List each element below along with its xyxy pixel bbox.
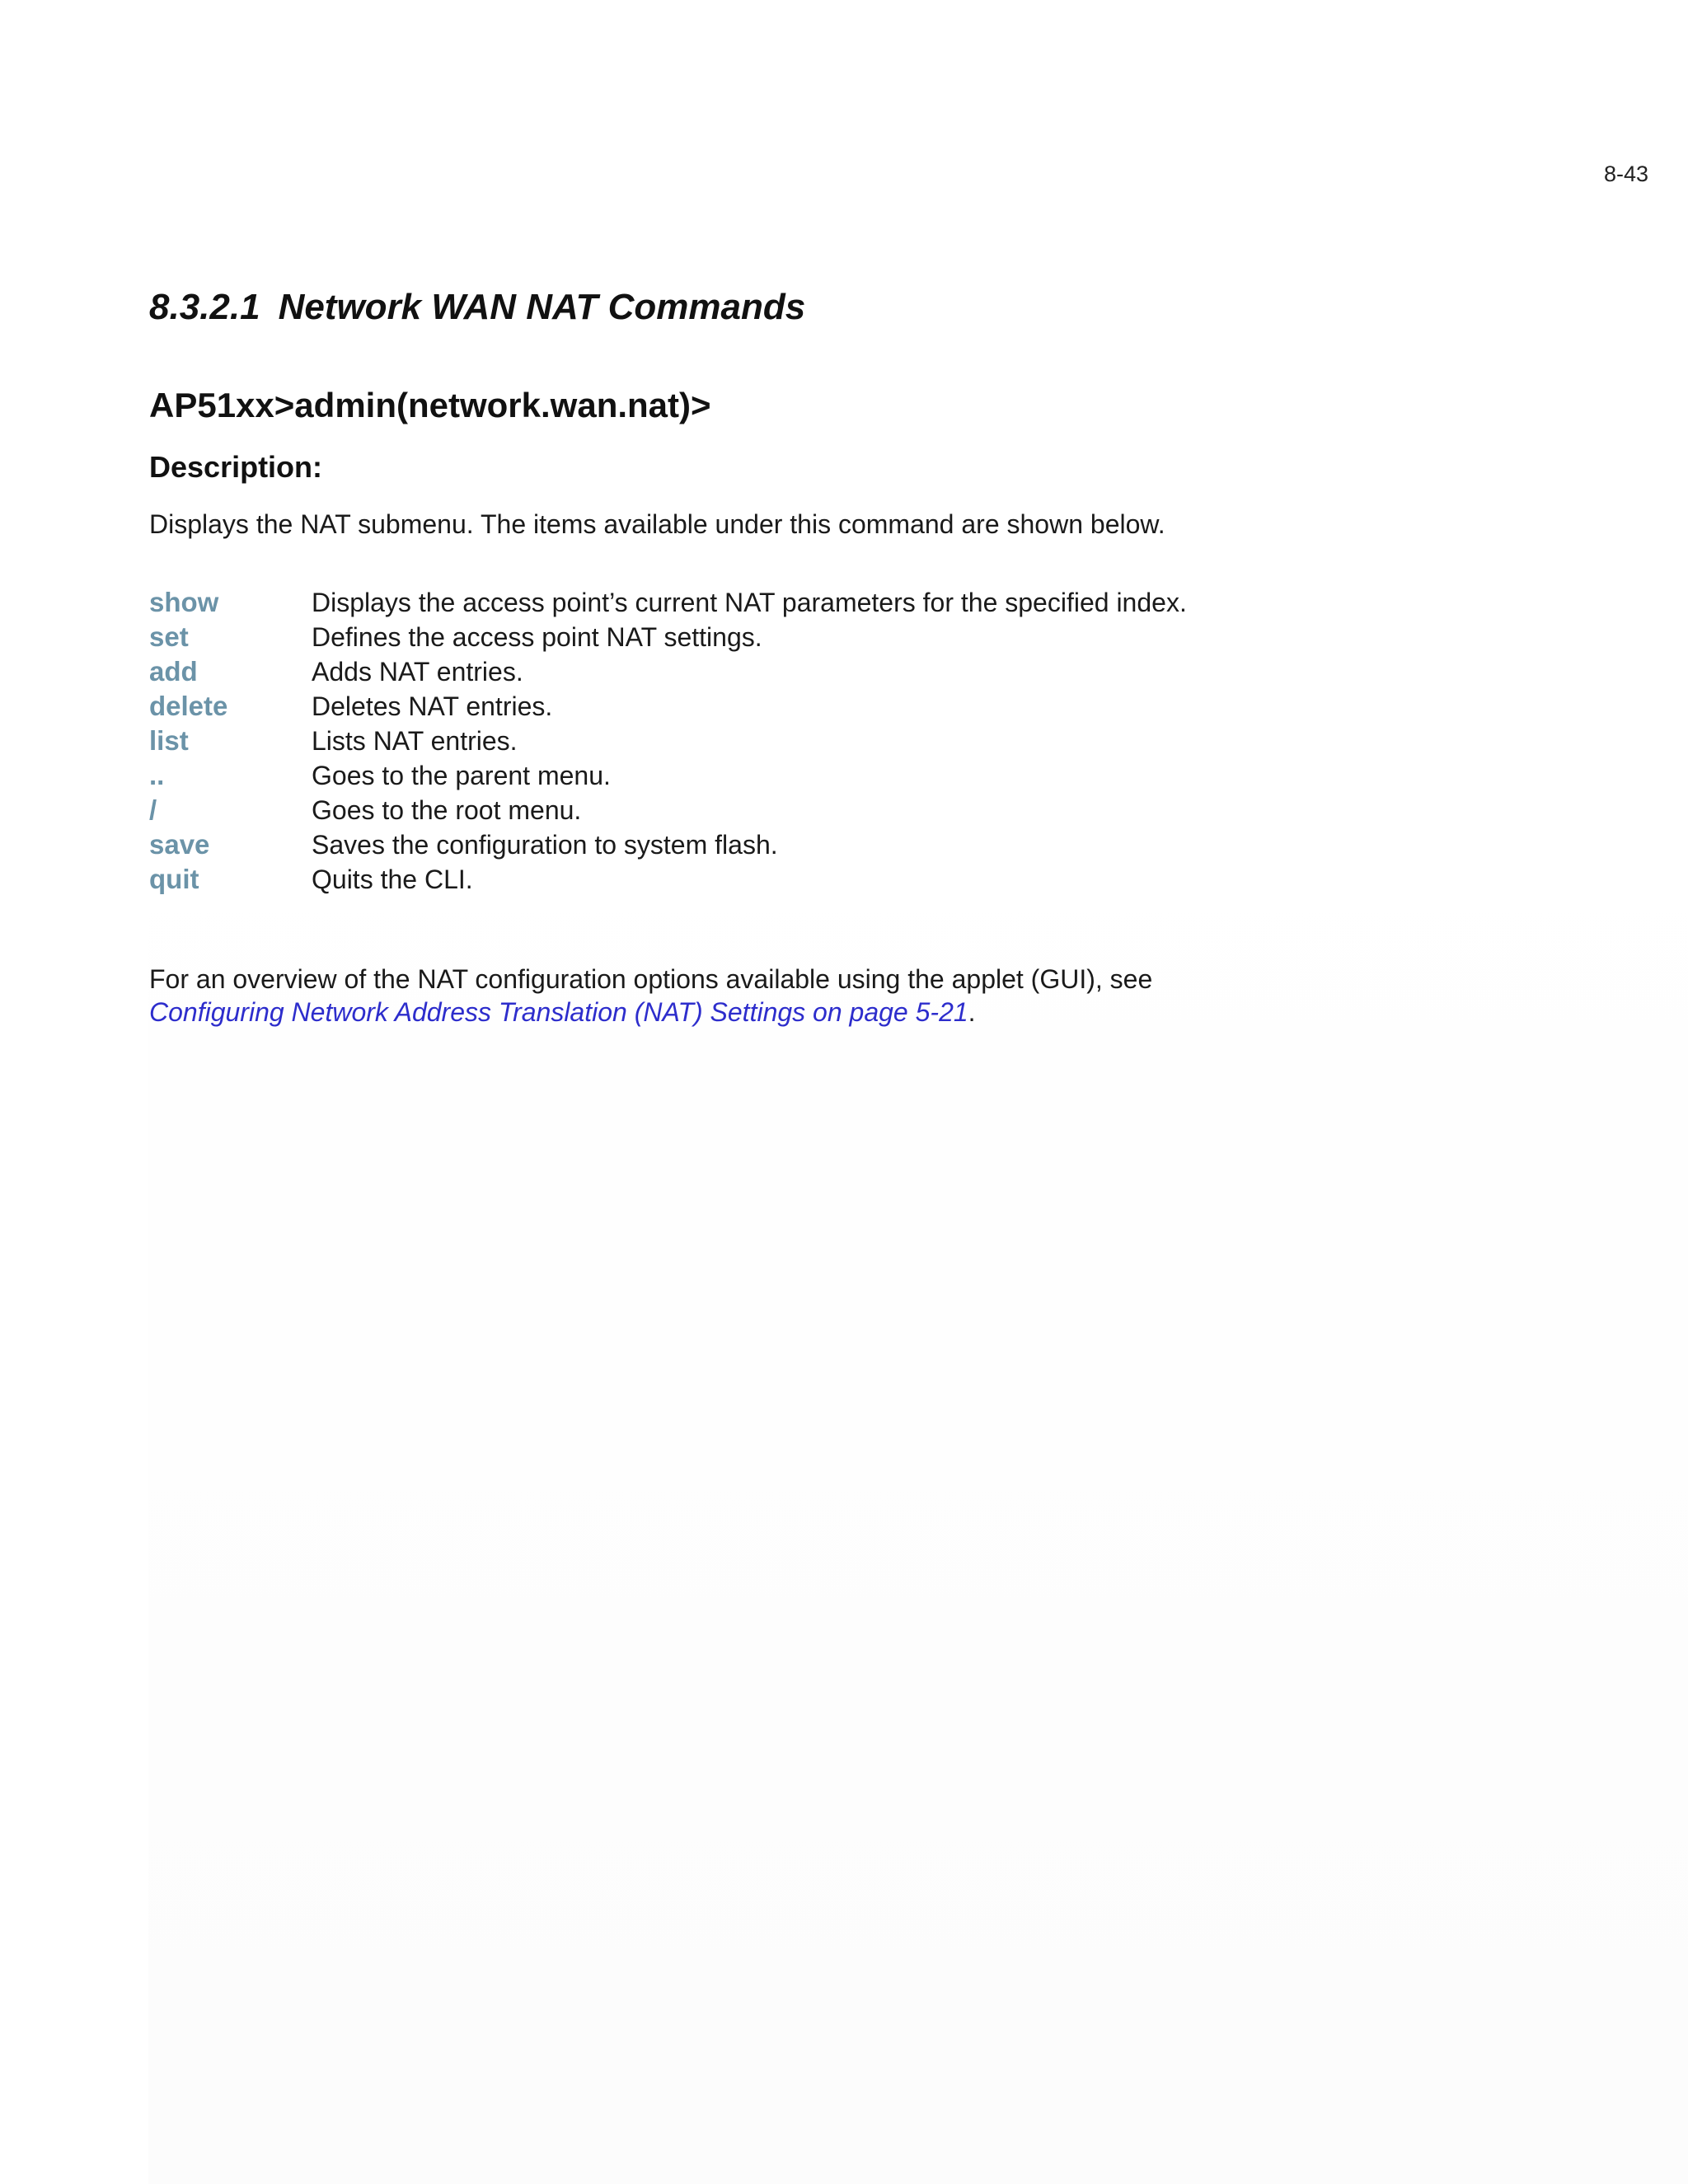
footer-text: For an overview of the NAT configuration options available using the applet (GUI), see: [149, 964, 1153, 994]
command-name: set: [149, 621, 189, 652]
command-description: Adds NAT entries.: [312, 656, 523, 687]
description-text: Displays the NAT submenu. The items available under this command are shown below.: [149, 509, 1165, 539]
command-name: save: [149, 829, 210, 860]
section-number: 8.3.2.1: [149, 287, 260, 327]
command-name: add: [149, 656, 198, 687]
command-prompt-heading: AP51xx>admin(network.wan.nat)>: [149, 386, 711, 424]
command-name: list: [149, 725, 189, 756]
command-row-quit: [149, 862, 1386, 897]
command-row-parent: [149, 758, 1386, 793]
command-description: Goes to the root menu.: [312, 794, 582, 825]
footer-trailing-punctuation: .: [968, 997, 976, 1027]
command-name: delete: [149, 691, 228, 721]
command-description: Quits the CLI.: [312, 864, 473, 894]
description-heading: Description:: [149, 450, 323, 484]
footer-paragraph: [149, 963, 1152, 1029]
command-description: Deletes NAT entries.: [312, 691, 553, 721]
command-row-set: [149, 620, 1386, 654]
command-row-save: [149, 827, 1386, 862]
command-row-delete: [149, 689, 1386, 724]
command-row-add: [149, 654, 1386, 689]
command-description: Displays the access point’s current NAT parameters for the specified index.: [312, 587, 1187, 617]
command-description: Goes to the parent menu.: [312, 760, 611, 790]
command-description: Lists NAT entries.: [312, 725, 518, 756]
command-row-list: [149, 724, 1386, 758]
command-description: Saves the configuration to system flash.: [312, 829, 778, 860]
command-name: /: [149, 794, 157, 825]
command-list: [149, 585, 1386, 897]
footer-link-line: [149, 996, 1152, 1029]
command-name: ..: [149, 760, 165, 790]
command-row-show: [149, 585, 1386, 620]
section-heading: [149, 287, 805, 328]
command-row-root: [149, 793, 1386, 827]
cross-reference-link[interactable]: Configuring Network Address Translation (NAT) Settings on page 5-21: [149, 997, 968, 1027]
command-name: quit: [149, 864, 199, 894]
command-description: Defines the access point NAT settings.: [312, 621, 762, 652]
command-name: show: [149, 587, 219, 617]
section-title: Network WAN NAT Commands: [278, 287, 806, 327]
page-number: 8-43: [1603, 162, 1648, 186]
